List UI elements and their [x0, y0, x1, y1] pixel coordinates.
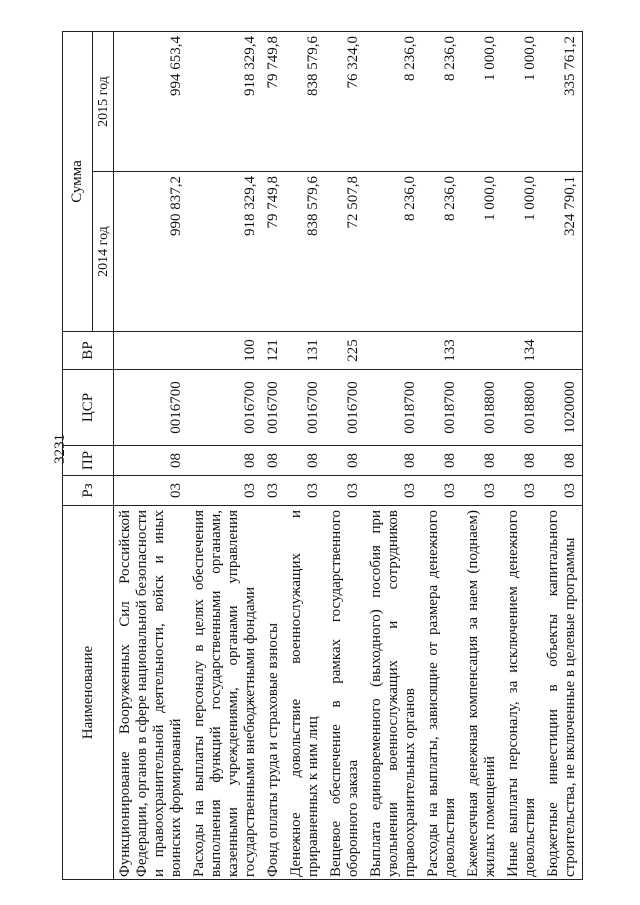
cell-2015: 8 236,0 [365, 31, 422, 171]
cell-vr [462, 332, 502, 370]
cell-pr: 08 [462, 446, 502, 476]
cell-csr: 1020000 [542, 370, 583, 446]
cell-name: Денежное довольствие военнослужащих и приравненных к ним лиц [285, 506, 325, 880]
cell-pr: 08 [325, 446, 365, 476]
header-name: Наименование [63, 506, 114, 880]
cell-vr: 133 [422, 332, 462, 370]
cell-vr: 225 [325, 332, 365, 370]
cell-csr: 0016700 [285, 370, 325, 446]
cell-2014: 918 329,4 [188, 172, 262, 332]
cell-2014: 838 579,6 [285, 172, 325, 332]
cell-rz: 03 [285, 476, 325, 506]
cell-pr: 08 [542, 446, 583, 476]
cell-pr: 08 [285, 446, 325, 476]
cell-vr [365, 332, 422, 370]
cell-2015: 1 000,0 [462, 31, 502, 171]
cell-rz: 03 [325, 476, 365, 506]
cell-name: Бюджетные инвестиции в объекты капитального строительства, не включенные в целевые программы [542, 506, 583, 880]
cell-pr: 08 [365, 446, 422, 476]
cell-2015: 994 653,4 [114, 31, 189, 171]
cell-2014: 8 236,0 [422, 172, 462, 332]
cell-vr: 121 [262, 332, 285, 370]
cell-rz: 03 [462, 476, 502, 506]
header-pr: ПР [63, 446, 114, 476]
cell-csr: 0016700 [262, 370, 285, 446]
cell-name: Функционирование Вооруженных Сил Российской Федерации, органов в сфере национальной безопасности и правоохранительной деятельности, войск и иных воинских формирований [114, 506, 189, 880]
table-row [502, 31, 542, 879]
cell-2014: 1 000,0 [502, 172, 542, 332]
cell-2014: 8 236,0 [365, 172, 422, 332]
cell-name: Фонд оплаты труда и страховые взносы [262, 506, 285, 880]
cell-vr: 131 [285, 332, 325, 370]
cell-2014: 990 837,2 [114, 172, 189, 332]
cell-rz: 03 [542, 476, 583, 506]
cell-csr: 0018800 [502, 370, 542, 446]
cell-name: Вещевое обеспечение в рамках государственного оборонного заказа [325, 506, 365, 880]
page-number: 3231 [52, 434, 68, 464]
table-row [542, 31, 583, 879]
rotated-page-content [62, 32, 594, 880]
cell-2015: 76 324,0 [325, 31, 365, 171]
cell-csr: 0016700 [325, 370, 365, 446]
cell-2014: 79 749,8 [262, 172, 285, 332]
cell-rz: 03 [365, 476, 422, 506]
cell-name: Выплата единовременного (выходного) пособия при увольнении военнослужащих и сотрудников правоохранительных органов [365, 506, 422, 880]
table-body [114, 31, 583, 879]
cell-2015: 8 236,0 [422, 31, 462, 171]
cell-2014: 72 507,8 [325, 172, 365, 332]
table-row [325, 31, 365, 879]
cell-csr: 0018700 [365, 370, 422, 446]
cell-csr: 0016700 [188, 370, 262, 446]
cell-2015: 918 329,4 [188, 31, 262, 171]
cell-2014: 1 000,0 [462, 172, 502, 332]
table-row [462, 31, 502, 879]
cell-name: Расходы на выплаты персоналу в целях обеспечения выполнения функций государственными органами, казенными учреждениями, органами управления государственными внебюджетными фондами [188, 506, 262, 880]
cell-rz: 03 [502, 476, 542, 506]
cell-pr: 08 [422, 446, 462, 476]
budget-table [62, 31, 583, 880]
header-rz: Рз [63, 476, 114, 506]
cell-2015: 1 000,0 [502, 31, 542, 171]
header-csr: ЦСР [63, 370, 114, 446]
cell-2015: 335 761,2 [542, 31, 583, 171]
cell-name: Расходы на выплаты, зависящие от размера денежного довольствия [422, 506, 462, 880]
cell-vr: 134 [502, 332, 542, 370]
table-row [422, 31, 462, 879]
header-2015: 2015 год [93, 31, 114, 171]
cell-vr [542, 332, 583, 370]
cell-csr: 0016700 [114, 370, 189, 446]
cell-csr: 0018800 [462, 370, 502, 446]
cell-name: Иные выплаты персоналу, за исключением денежного довольствия [502, 506, 542, 880]
cell-rz: 03 [114, 476, 189, 506]
cell-csr: 0018700 [422, 370, 462, 446]
header-2014: 2014 год [93, 172, 114, 332]
header-sum: Сумма [63, 31, 93, 331]
header-vr: ВР [63, 332, 114, 370]
cell-pr: 08 [262, 446, 285, 476]
table-row [114, 31, 189, 879]
cell-vr [114, 332, 189, 370]
cell-rz: 03 [422, 476, 462, 506]
table-row [365, 31, 422, 879]
cell-2015: 838 579,6 [285, 31, 325, 171]
cell-rz: 03 [188, 476, 262, 506]
cell-2015: 79 749,8 [262, 31, 285, 171]
table-row [188, 31, 262, 879]
table-row [285, 31, 325, 879]
cell-name: Ежемесячная денежная компенсация за наем (поднаем) жилых помещений [462, 506, 502, 880]
cell-pr: 08 [188, 446, 262, 476]
cell-vr: 100 [188, 332, 262, 370]
table-row [262, 31, 285, 879]
cell-rz: 03 [262, 476, 285, 506]
cell-pr: 08 [502, 446, 542, 476]
cell-pr: 08 [114, 446, 189, 476]
cell-2014: 324 790,1 [542, 172, 583, 332]
